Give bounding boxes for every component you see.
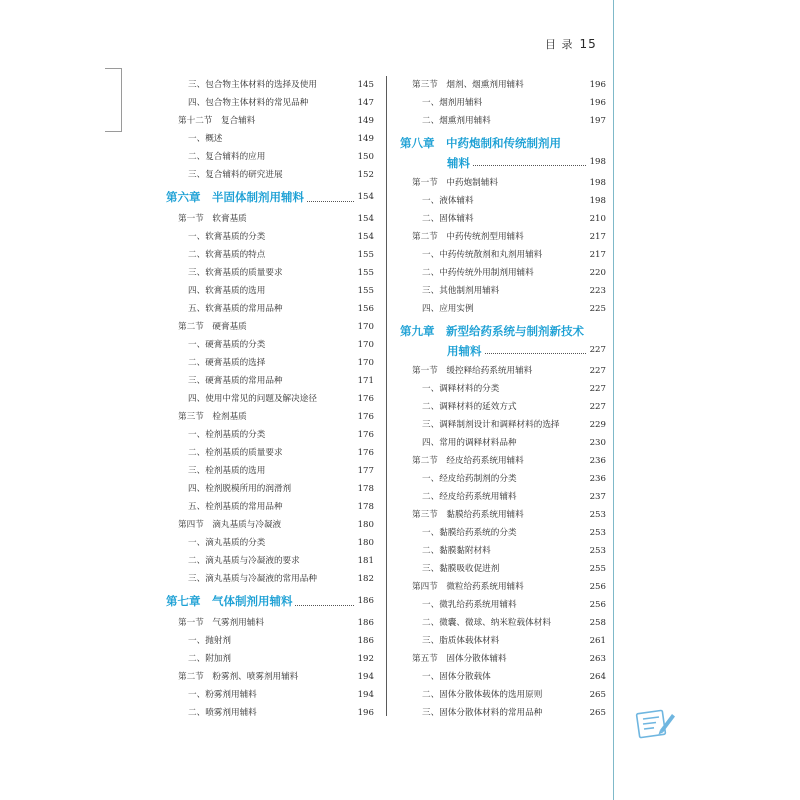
item-title: 五、软膏基质的常用品种 [188, 304, 283, 314]
toc-item [400, 596, 606, 614]
page-number: 227 [589, 384, 606, 394]
toc-section [400, 362, 606, 380]
item-title: 四、包合物主体材料的常见品种 [188, 98, 309, 108]
toc-item [400, 470, 606, 488]
item-title: 一、硬膏基质的分类 [188, 340, 266, 350]
page-number: 253 [589, 528, 606, 538]
item-title: 三、其他制剂用辅料 [422, 286, 500, 296]
item-title: 一、烟剂用辅料 [422, 98, 483, 108]
toc-column-right [400, 76, 606, 722]
running-header [545, 36, 597, 52]
toc-item [166, 686, 374, 704]
toc-item [400, 704, 606, 722]
page-number: 180 [357, 538, 374, 548]
toc-item [166, 336, 374, 354]
item-title: 三、调释制剂设计和调释材料的选择 [422, 420, 560, 430]
page-number: 236 [589, 456, 606, 466]
section-title: 第二节 经皮给药系统用辅料 [412, 456, 524, 466]
item-title: 四、使用中常见的问题及解决途径 [188, 394, 317, 404]
section-title: 第三节 烟剂、烟熏剂用辅料 [412, 80, 524, 90]
toc-section [166, 112, 374, 130]
section-title: 第三节 黏膜给药系统用辅料 [412, 510, 524, 520]
notebook-pencil-icon [634, 706, 678, 742]
toc-section [400, 228, 606, 246]
page-number: 236 [589, 474, 606, 484]
toc-section [400, 452, 606, 470]
toc-item [400, 264, 606, 282]
leader-dots [485, 353, 586, 354]
toc-item [166, 282, 374, 300]
section-title: 第一节 中药炮制辅料 [412, 178, 498, 188]
toc-chapter [400, 318, 606, 362]
page-number: 152 [357, 170, 374, 180]
page-number: 156 [357, 304, 374, 314]
item-title: 三、脂质体载体材料 [422, 636, 500, 646]
chapter-title: 第八章 中药炮制和传统制剂用 [400, 136, 561, 150]
toc-item [400, 112, 606, 130]
page-number: 192 [357, 654, 374, 664]
item-title: 三、复合辅料的研究进展 [188, 170, 283, 180]
leader-dots [295, 605, 354, 606]
page-number: 196 [589, 80, 606, 90]
page-number: 155 [357, 250, 374, 260]
toc-section [400, 506, 606, 524]
page-number: 258 [589, 618, 606, 628]
toc-item [400, 434, 606, 452]
item-title: 一、栓剂基质的分类 [188, 430, 266, 440]
chapter-title-continued: 辅料 [447, 156, 470, 170]
toc-item [400, 282, 606, 300]
toc-item [166, 426, 374, 444]
page-number: 177 [357, 466, 374, 476]
item-title: 二、附加剂 [188, 654, 231, 664]
binding-bracket [105, 68, 122, 132]
toc-item [166, 498, 374, 516]
page-number: 223 [589, 286, 606, 296]
leader-dots [307, 201, 355, 202]
page-number: 194 [357, 690, 374, 700]
item-title: 一、固体分散载体 [422, 672, 491, 682]
toc-item [166, 632, 374, 650]
page-number: 210 [589, 214, 606, 224]
item-title: 二、微囊、微球、纳米粒载体材料 [422, 618, 551, 628]
toc-item [166, 264, 374, 282]
section-title: 第一节 缓控释给药系统用辅料 [412, 366, 533, 376]
page-number: 147 [357, 98, 374, 108]
item-title: 三、包合物主体材料的选择及使用 [188, 80, 317, 90]
page-number: 198 [589, 157, 606, 167]
page-number: 178 [357, 502, 374, 512]
toc-item [400, 94, 606, 112]
page-number: 170 [357, 322, 374, 332]
page-number: 225 [589, 304, 606, 314]
section-title: 第五节 固体分散体辅料 [412, 654, 507, 664]
page-number: 155 [357, 268, 374, 278]
page-number: 264 [589, 672, 606, 682]
toc-section [166, 668, 374, 686]
toc-item [166, 166, 374, 184]
item-title: 四、栓剂脱模所用的润滑剂 [188, 484, 292, 494]
page-number: 170 [357, 358, 374, 368]
item-title: 二、滴丸基质与冷凝液的要求 [188, 556, 300, 566]
toc-item [166, 570, 374, 588]
item-title: 一、液体辅料 [422, 196, 474, 206]
item-title: 一、中药传统散剂和丸剂用辅料 [422, 250, 543, 260]
page-number: 237 [589, 492, 606, 502]
toc-item [166, 650, 374, 668]
item-title: 二、经皮给药系统用辅料 [422, 492, 517, 502]
toc-item [166, 462, 374, 480]
toc-item [166, 130, 374, 148]
section-title: 第二节 硬膏基质 [178, 322, 247, 332]
toc-item [166, 354, 374, 372]
item-title: 三、黏膜吸收促进剂 [422, 564, 500, 574]
toc-item [166, 552, 374, 570]
page-number: 229 [589, 420, 606, 430]
toc-item [400, 192, 606, 210]
item-title: 一、粉雾剂用辅料 [188, 690, 257, 700]
item-title: 三、栓剂基质的选用 [188, 466, 266, 476]
item-title: 一、抛射剂 [188, 636, 231, 646]
item-title: 一、微乳给药系统用辅料 [422, 600, 517, 610]
toc-section [400, 578, 606, 596]
column-divider [386, 76, 387, 716]
page-number: 176 [357, 448, 374, 458]
page-number: 178 [357, 484, 374, 494]
section-title: 第一节 气雾剂用辅料 [178, 618, 264, 628]
toc-item [400, 246, 606, 264]
page-number: 186 [357, 618, 374, 628]
toc-item [166, 480, 374, 498]
item-title: 三、固体分散体材料的常用品种 [422, 708, 543, 718]
page-number: 265 [589, 690, 606, 700]
toc-item [166, 390, 374, 408]
page-number: 217 [589, 232, 606, 242]
toc-item [400, 560, 606, 578]
toc-item [400, 524, 606, 542]
chapter-title: 第六章 半固体制剂用辅料 [166, 190, 304, 204]
item-title: 二、中药传统外用制剂用辅料 [422, 268, 534, 278]
page-edge-line [613, 0, 614, 800]
toc-item [166, 300, 374, 318]
item-title: 一、滴丸基质的分类 [188, 538, 266, 548]
item-title: 三、滴丸基质与冷凝液的常用品种 [188, 574, 317, 584]
toc-item [166, 246, 374, 264]
toc-column-left [166, 76, 374, 722]
page-number: 176 [357, 412, 374, 422]
page-number: 263 [589, 654, 606, 664]
toc-chapter [166, 184, 374, 210]
toc-chapter [400, 130, 606, 174]
section-title: 第三节 栓剂基质 [178, 412, 247, 422]
item-title: 二、调释材料的延效方式 [422, 402, 517, 412]
header-label: 目 录 [545, 38, 574, 51]
item-title: 二、复合辅料的应用 [188, 152, 266, 162]
toc-item [166, 148, 374, 166]
page-number: 149 [357, 116, 374, 126]
page-number: 181 [357, 556, 374, 566]
toc-section [166, 516, 374, 534]
item-title: 一、经皮给药制剂的分类 [422, 474, 517, 484]
page-number: 170 [357, 340, 374, 350]
page-number: 197 [589, 116, 606, 126]
page-number: 154 [357, 214, 374, 224]
toc-item [166, 94, 374, 112]
page-number: 186 [357, 636, 374, 646]
page-number: 255 [589, 564, 606, 574]
page-number: 227 [589, 366, 606, 376]
toc-item [400, 300, 606, 318]
page-number: 256 [589, 600, 606, 610]
toc-item [400, 542, 606, 560]
item-title: 一、黏膜给药系统的分类 [422, 528, 517, 538]
item-title: 四、应用实例 [422, 304, 474, 314]
toc-item [400, 632, 606, 650]
toc-chapter [166, 588, 374, 614]
page-number: 227 [589, 345, 606, 355]
item-title: 三、软膏基质的质量要求 [188, 268, 283, 278]
page-number: 145 [357, 80, 374, 90]
section-title: 第二节 粉雾剂、喷雾剂用辅料 [178, 672, 299, 682]
item-title: 二、硬膏基质的选择 [188, 358, 266, 368]
section-title: 第四节 滴丸基质与冷凝液 [178, 520, 282, 530]
page-number: 198 [589, 178, 606, 188]
item-title: 五、栓剂基质的常用品种 [188, 502, 283, 512]
toc-item [166, 76, 374, 94]
page-number: 227 [589, 402, 606, 412]
page-number: 155 [357, 286, 374, 296]
toc-section [400, 174, 606, 192]
page-number: 220 [589, 268, 606, 278]
item-title: 二、固体辅料 [422, 214, 474, 224]
page-number: 256 [589, 582, 606, 592]
page-number: 253 [589, 546, 606, 556]
header-page-number: 15 [579, 37, 597, 51]
toc-item [166, 372, 374, 390]
item-title: 一、软膏基质的分类 [188, 232, 266, 242]
page-number: 196 [589, 98, 606, 108]
toc-item [400, 398, 606, 416]
item-title: 二、黏膜黏附材料 [422, 546, 491, 556]
chapter-title-continued: 用辅料 [447, 344, 482, 358]
item-title: 一、调释材料的分类 [422, 384, 500, 394]
toc-item [400, 686, 606, 704]
page-number: 171 [357, 376, 374, 386]
item-title: 四、常用的调释材料品种 [422, 438, 517, 448]
section-title: 第四节 微粒给药系统用辅料 [412, 582, 524, 592]
page-number: 198 [589, 196, 606, 206]
toc-section [400, 650, 606, 668]
page-number: 186 [357, 596, 374, 606]
page-number: 217 [589, 250, 606, 260]
toc-item [166, 704, 374, 722]
toc-item [166, 534, 374, 552]
chapter-title: 第七章 气体制剂用辅料 [166, 594, 293, 608]
toc-item [400, 614, 606, 632]
page-number: 180 [357, 520, 374, 530]
page-number: 182 [357, 574, 374, 584]
toc-item [400, 668, 606, 686]
page-number: 196 [357, 708, 374, 718]
toc-item [166, 228, 374, 246]
page-number: 194 [357, 672, 374, 682]
toc-section [166, 210, 374, 228]
section-title: 第一节 软膏基质 [178, 214, 247, 224]
item-title: 一、概述 [188, 134, 223, 144]
item-title: 二、固体分散体载体的选用原则 [422, 690, 543, 700]
toc-section [166, 408, 374, 426]
page-number: 149 [357, 134, 374, 144]
toc-section [166, 614, 374, 632]
page-number: 176 [357, 430, 374, 440]
page-number: 154 [357, 232, 374, 242]
item-title: 二、栓剂基质的质量要求 [188, 448, 283, 458]
item-title: 三、硬膏基质的常用品种 [188, 376, 283, 386]
toc-section [166, 318, 374, 336]
toc-item [400, 488, 606, 506]
toc-item [400, 380, 606, 398]
item-title: 二、软膏基质的特点 [188, 250, 266, 260]
chapter-title: 第九章 新型给药系统与制剂新技术 [400, 324, 584, 338]
section-title: 第十二节 复合辅料 [178, 116, 256, 126]
toc-item [400, 416, 606, 434]
item-title: 二、喷雾剂用辅料 [188, 708, 257, 718]
toc-section [400, 76, 606, 94]
page-number: 265 [589, 708, 606, 718]
section-title: 第二节 中药传统剂型用辅料 [412, 232, 524, 242]
toc-item [166, 444, 374, 462]
page-number: 230 [589, 438, 606, 448]
page-number: 150 [357, 152, 374, 162]
item-title: 二、烟熏剂用辅料 [422, 116, 491, 126]
item-title: 四、软膏基质的选用 [188, 286, 266, 296]
leader-dots [473, 165, 586, 166]
page-number: 253 [589, 510, 606, 520]
page-number: 154 [357, 192, 374, 202]
page-number: 261 [589, 636, 606, 646]
page-number: 176 [357, 394, 374, 404]
toc-item [400, 210, 606, 228]
